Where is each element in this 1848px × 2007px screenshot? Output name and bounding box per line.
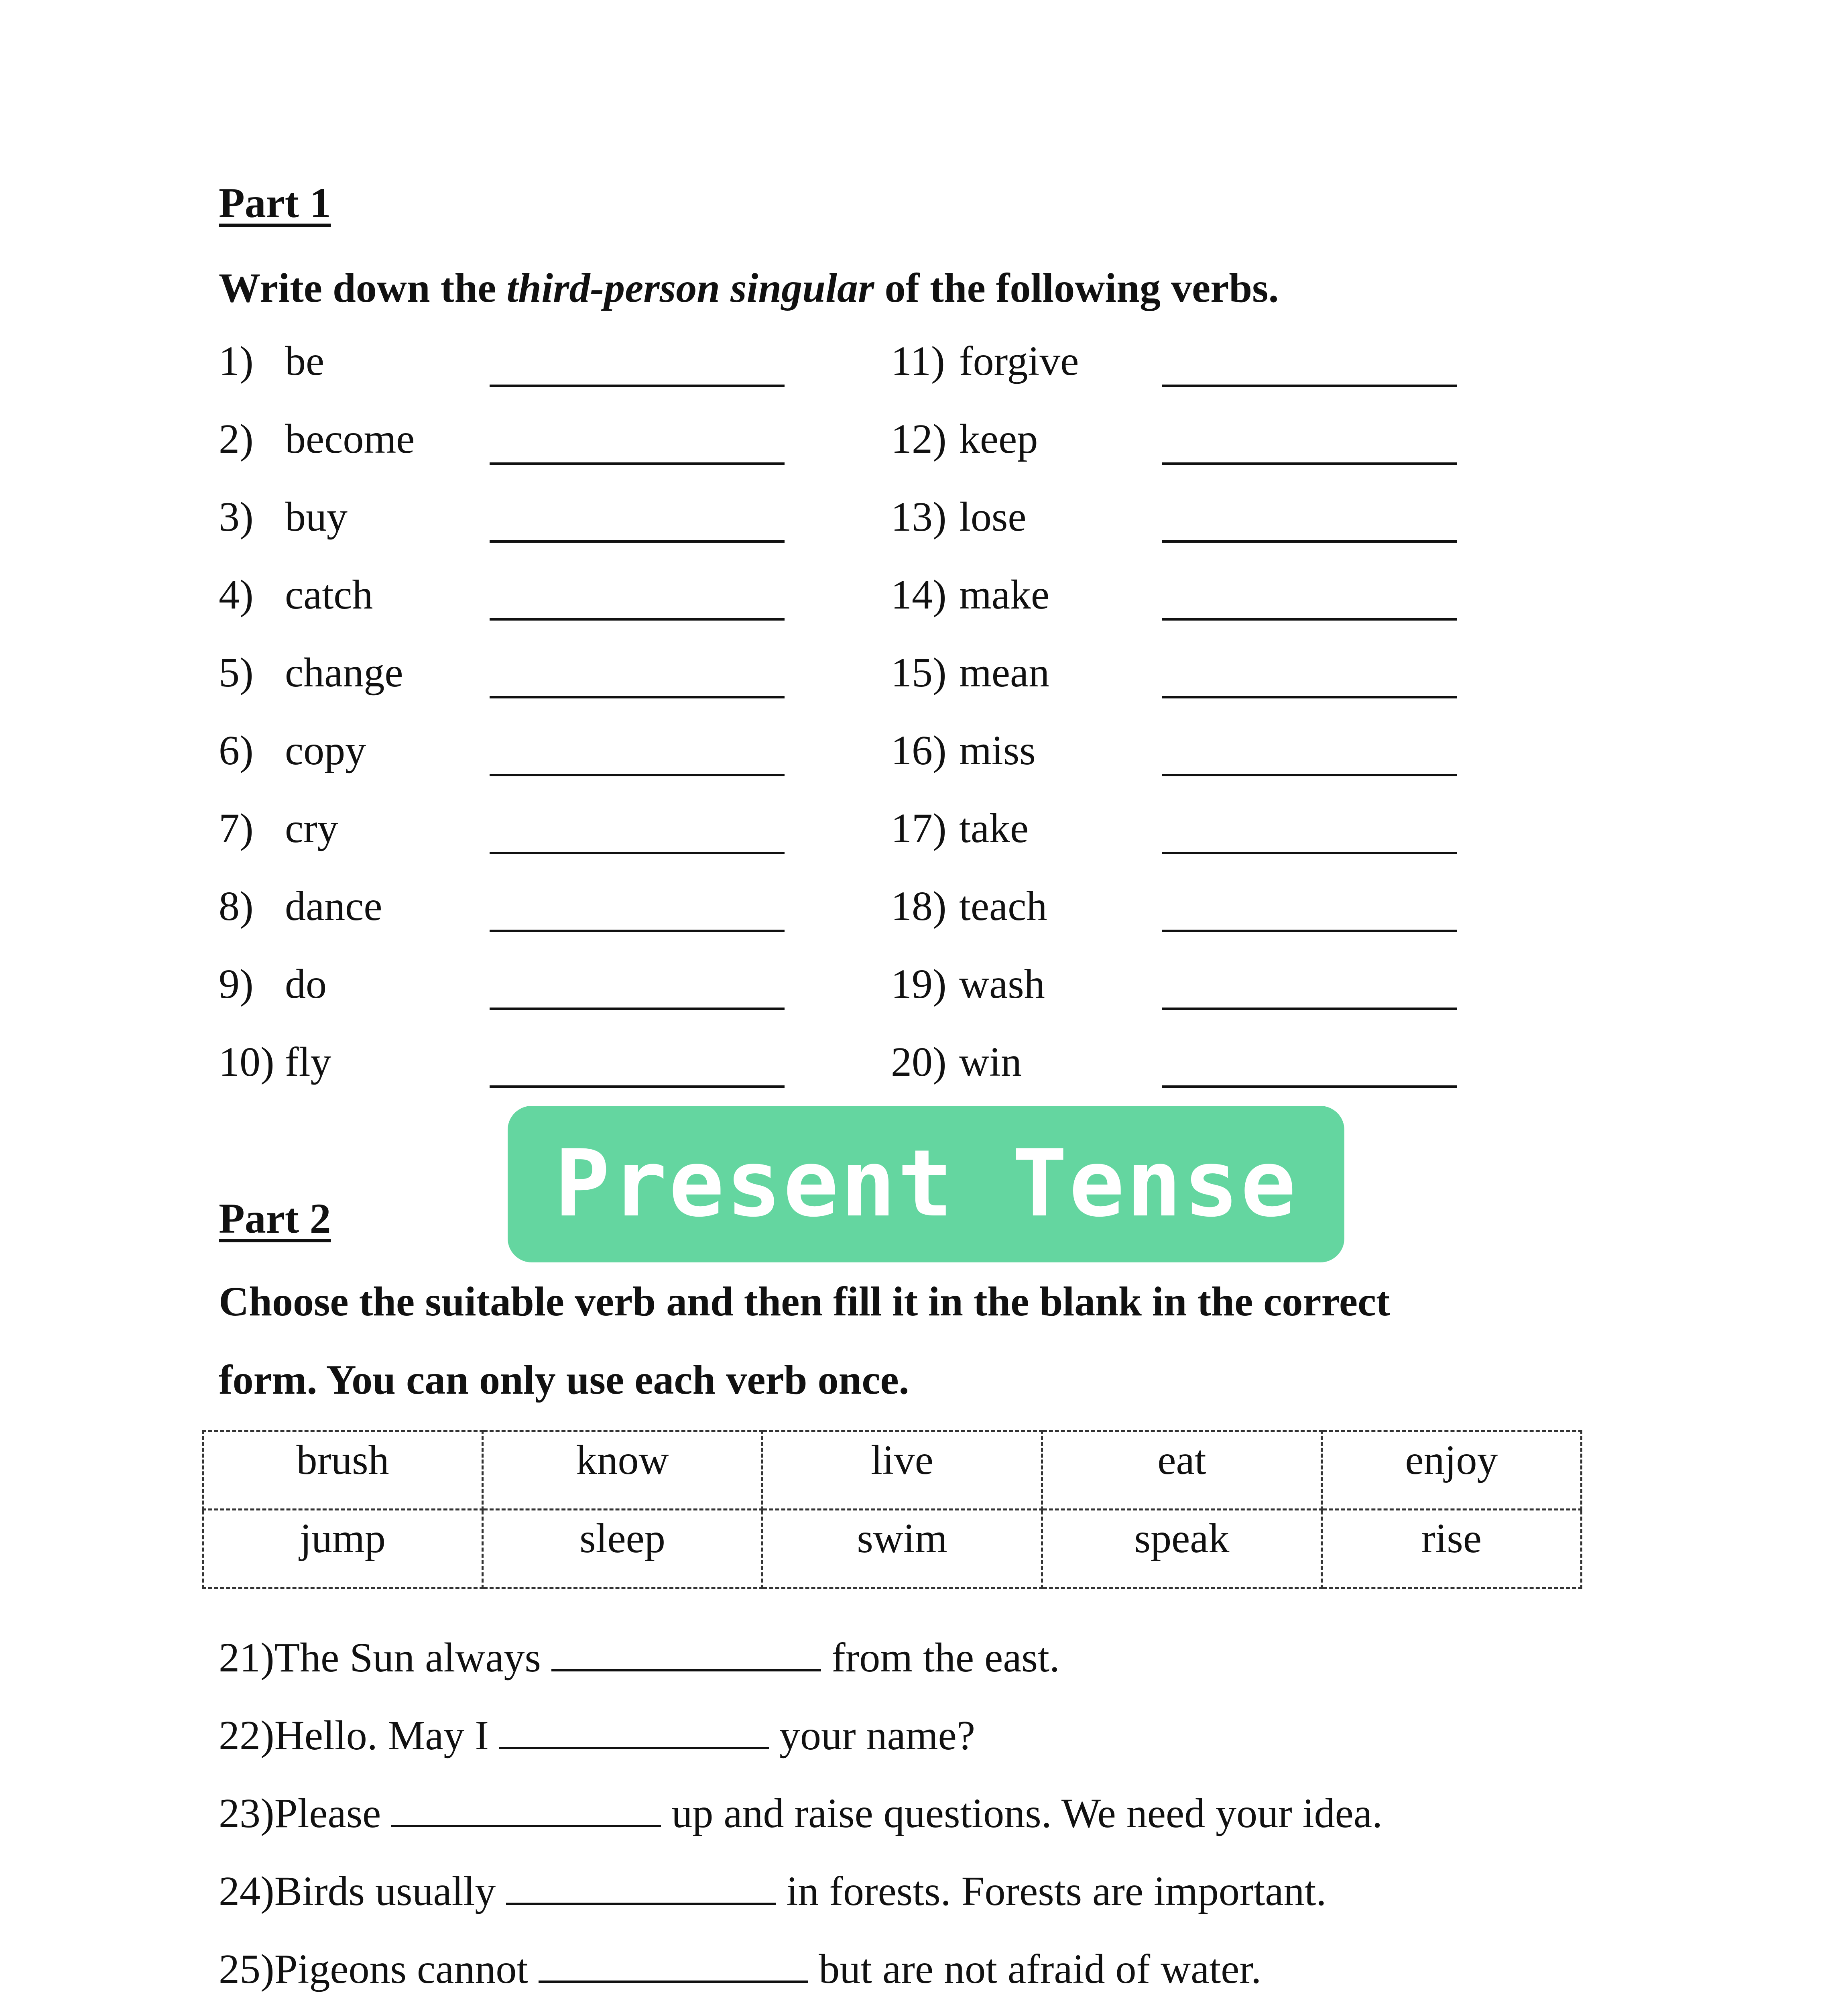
sentence-item	[219, 1945, 1261, 1993]
answer-blank[interactable]	[1162, 462, 1457, 465]
item-verb: forgive	[959, 338, 1079, 384]
part2-instruction-line1: Choose the suitable verb and then fill it in the blank in the correct	[219, 1278, 1390, 1325]
item-verb: cry	[285, 805, 338, 851]
sentence-after: up and raise questions. We need your idea.	[671, 1790, 1382, 1836]
sentence-before: Please	[274, 1790, 381, 1836]
sentence-before: Hello. May I	[274, 1712, 489, 1759]
item-number: 18)	[891, 883, 947, 929]
item-verb: catch	[285, 572, 373, 618]
word-bank-cell: enjoy	[1322, 1431, 1582, 1510]
item-verb: dance	[285, 883, 382, 929]
item-number: 1)	[219, 338, 254, 384]
item-number: 11)	[891, 338, 945, 384]
word-bank-cell: jump	[203, 1510, 483, 1588]
part2-heading: Part 2	[219, 1195, 331, 1242]
answer-blank[interactable]	[490, 1085, 785, 1088]
sentence-after: in forests. Forests are important.	[786, 1868, 1327, 1914]
instruction-text-end: of the following verbs.	[874, 265, 1279, 311]
table-row	[203, 1431, 1582, 1510]
word-bank-cell: speak	[1042, 1510, 1322, 1588]
item-verb: win	[959, 1039, 1022, 1085]
sentence-item	[219, 1789, 1382, 1837]
item-number: 3)	[219, 494, 254, 540]
word-bank-cell: eat	[1042, 1431, 1322, 1510]
sentence-item	[219, 1867, 1326, 1915]
part1-instruction	[219, 249, 1279, 327]
sentence-blank[interactable]	[551, 1663, 821, 1671]
table-row	[203, 1510, 1582, 1588]
part1-heading: Part 1	[219, 179, 331, 226]
item-verb: take	[959, 805, 1029, 851]
sentence-item	[219, 1712, 975, 1759]
answer-blank[interactable]	[1162, 774, 1457, 776]
word-bank-cell: live	[762, 1431, 1042, 1510]
instruction-text: Write down the	[219, 265, 507, 311]
sentence-blank[interactable]	[391, 1819, 661, 1827]
item-number: 19)	[891, 961, 947, 1007]
sentence-number: 25)	[219, 1946, 274, 1992]
word-bank-cell: brush	[203, 1431, 483, 1510]
item-verb: be	[285, 338, 325, 384]
instruction-italic-text: third-person singular	[506, 265, 874, 311]
item-number: 16)	[891, 727, 947, 773]
answer-blank[interactable]	[1162, 1008, 1457, 1010]
answer-blank[interactable]	[490, 385, 785, 387]
word-bank-cell: swim	[762, 1510, 1042, 1588]
answer-blank[interactable]	[1162, 852, 1457, 854]
word-bank-cell: rise	[1322, 1510, 1582, 1588]
sentence-blank[interactable]	[499, 1741, 769, 1749]
item-number: 8)	[219, 883, 254, 929]
sentence-blank[interactable]	[539, 1975, 808, 1983]
item-verb: buy	[285, 494, 348, 540]
item-verb: do	[285, 961, 327, 1007]
item-number: 6)	[219, 727, 254, 773]
item-verb: fly	[285, 1039, 331, 1085]
part2-instruction-line2: form. You can only use each verb once.	[219, 1357, 909, 1403]
sentence-after: but are not afraid of water.	[819, 1946, 1262, 1992]
answer-blank[interactable]	[1162, 696, 1457, 698]
sentence-number: 22)	[219, 1712, 274, 1759]
item-verb: teach	[959, 883, 1047, 929]
answer-blank[interactable]	[490, 696, 785, 698]
answer-blank[interactable]	[1162, 385, 1457, 387]
sentence-number: 23)	[219, 1790, 274, 1836]
answer-blank[interactable]	[1162, 930, 1457, 932]
sentence-before: The Sun always	[274, 1635, 541, 1681]
item-number: 9)	[219, 961, 254, 1007]
item-verb: lose	[959, 494, 1027, 540]
answer-blank[interactable]	[1162, 1085, 1457, 1088]
word-bank-cell: sleep	[483, 1510, 762, 1588]
sentence-after: from the east.	[831, 1635, 1060, 1681]
sentence-number: 21)	[219, 1635, 274, 1681]
item-verb: change	[285, 649, 403, 696]
item-number: 17)	[891, 805, 947, 851]
item-number: 7)	[219, 805, 254, 851]
item-verb: make	[959, 572, 1050, 618]
item-verb: keep	[959, 416, 1038, 462]
item-verb: become	[285, 416, 415, 462]
sentence-item	[219, 1634, 1060, 1681]
item-verb: mean	[959, 649, 1050, 696]
sentence-after: your name?	[779, 1712, 975, 1759]
item-number: 2)	[219, 416, 254, 462]
answer-blank[interactable]	[1162, 540, 1457, 543]
item-number: 15)	[891, 649, 947, 696]
answer-blank[interactable]	[490, 540, 785, 543]
item-number: 10)	[219, 1039, 274, 1085]
item-verb: wash	[959, 961, 1045, 1007]
item-verb: miss	[959, 727, 1036, 773]
sentence-blank[interactable]	[506, 1897, 776, 1905]
item-number: 12)	[891, 416, 947, 462]
sentence-before: Birds usually	[274, 1868, 496, 1914]
word-bank-cell: know	[483, 1431, 762, 1510]
item-number: 20)	[891, 1039, 947, 1085]
answer-blank[interactable]	[490, 774, 785, 776]
answer-blank[interactable]	[490, 852, 785, 854]
present-tense-banner: Present Tense	[508, 1106, 1344, 1262]
word-bank-table	[202, 1430, 1582, 1589]
sentence-number: 24)	[219, 1868, 274, 1914]
item-number: 4)	[219, 572, 254, 618]
item-number: 13)	[891, 494, 947, 540]
answer-blank[interactable]	[490, 1008, 785, 1010]
item-number: 14)	[891, 572, 947, 618]
answer-blank[interactable]	[490, 930, 785, 932]
item-number: 5)	[219, 649, 254, 696]
answer-blank[interactable]	[490, 618, 785, 621]
answer-blank[interactable]	[1162, 618, 1457, 621]
answer-blank[interactable]	[490, 462, 785, 465]
item-verb: copy	[285, 727, 366, 773]
sentence-before: Pigeons cannot	[274, 1946, 529, 1992]
